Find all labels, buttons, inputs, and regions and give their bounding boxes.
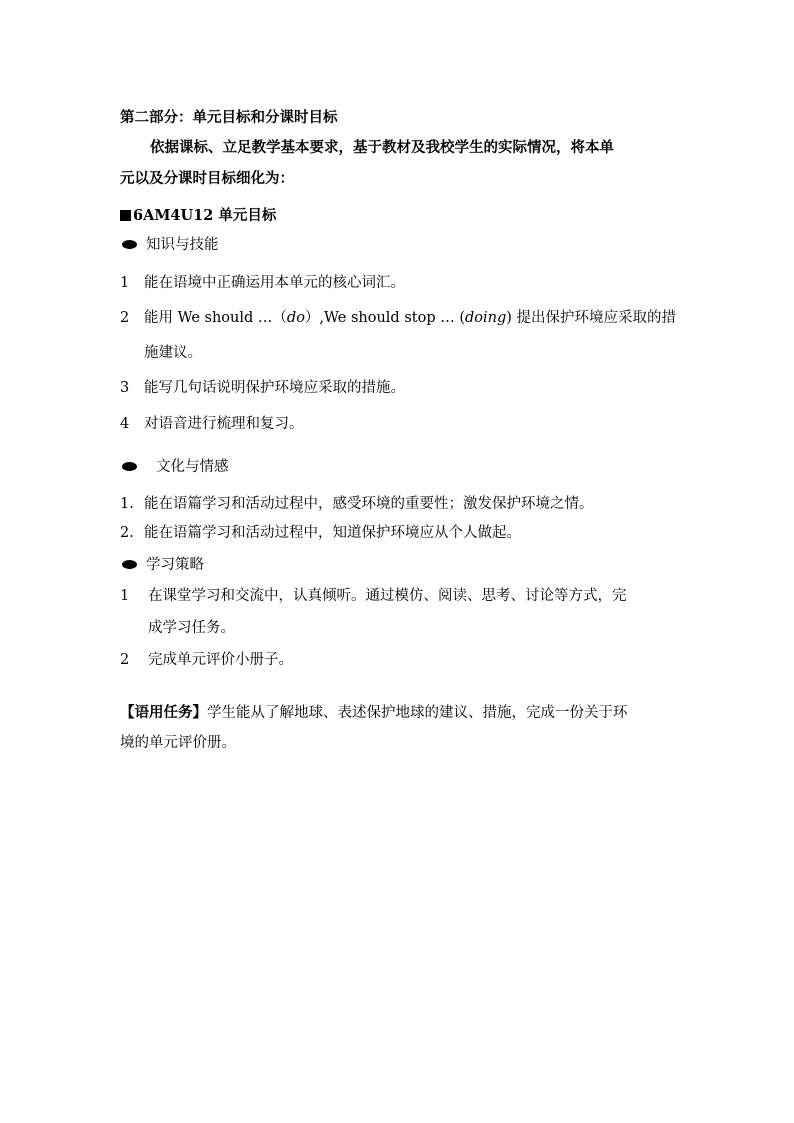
list-item: 对语音进行梳理和复习。 bbox=[144, 416, 304, 432]
list-item: 能写几句话说明保护环境应采取的措施。 bbox=[144, 380, 405, 396]
intro-line-1: 依据课标、立足教学基本要求，基于教材及我校学生的实际情况，将本单 bbox=[150, 139, 614, 156]
unit-goal-title bbox=[120, 206, 276, 226]
list-number: 1 bbox=[120, 588, 130, 604]
intro-line-2: 元以及分课时目标细化为： bbox=[120, 170, 294, 187]
list-number: 2. bbox=[120, 525, 134, 541]
list-item: 能在语篇学习和活动过程中，感受环境的重要性；激发保护环境之情。 bbox=[144, 496, 594, 512]
square-bullet-icon bbox=[120, 210, 131, 221]
section-title-knowledge: 知识与技能 bbox=[146, 237, 219, 253]
list-item: 在课堂学习和交流中，认真倾听。通过模仿、阅读、思考、讨论等方式，完 bbox=[148, 588, 627, 604]
list-number: 2 bbox=[120, 652, 130, 668]
list-item bbox=[144, 308, 676, 328]
task-label: 【语用任务】 bbox=[120, 704, 207, 721]
list-item-text: ) 提出保护环境应采取的措 bbox=[506, 310, 677, 326]
list-item-italic: do bbox=[286, 310, 305, 326]
list-item-continuation: 成学习任务。 bbox=[148, 620, 235, 636]
bullet-icon bbox=[122, 240, 137, 249]
list-number: 3 bbox=[120, 380, 130, 396]
task-paragraph bbox=[120, 703, 628, 723]
task-text: 学生能从了解地球、表述保护地球的建议、措施，完成一份关于环 bbox=[207, 705, 628, 721]
bullet-icon bbox=[122, 560, 137, 569]
list-item: 完成单元评价小册子。 bbox=[148, 652, 293, 668]
section-title-strategy: 学习策略 bbox=[146, 557, 204, 573]
bullet-icon bbox=[122, 462, 137, 471]
list-item-continuation: 施建议。 bbox=[144, 345, 202, 361]
list-item-text: 能用 We should …（ bbox=[144, 310, 287, 326]
list-number: 1. bbox=[120, 496, 134, 512]
task-paragraph-continuation: 境的单元评价册。 bbox=[120, 735, 236, 751]
section-heading: 第二部分：单元目标和分课时目标 bbox=[120, 109, 338, 126]
list-item-italic: doing bbox=[464, 310, 507, 326]
list-number: 1 bbox=[120, 275, 130, 291]
list-number: 2 bbox=[120, 310, 130, 326]
unit-goal-title-text: 6AM4U12 单元目标 bbox=[133, 207, 277, 224]
list-item: 能在语境中正确运用本单元的核心词汇。 bbox=[144, 275, 405, 291]
list-item-text: ）,We should stop … ( bbox=[304, 310, 465, 326]
list-number: 4 bbox=[120, 416, 130, 432]
list-item: 能在语篇学习和活动过程中，知道保护环境应从个人做起。 bbox=[144, 525, 521, 541]
section-title-culture: 文化与情感 bbox=[156, 459, 229, 475]
